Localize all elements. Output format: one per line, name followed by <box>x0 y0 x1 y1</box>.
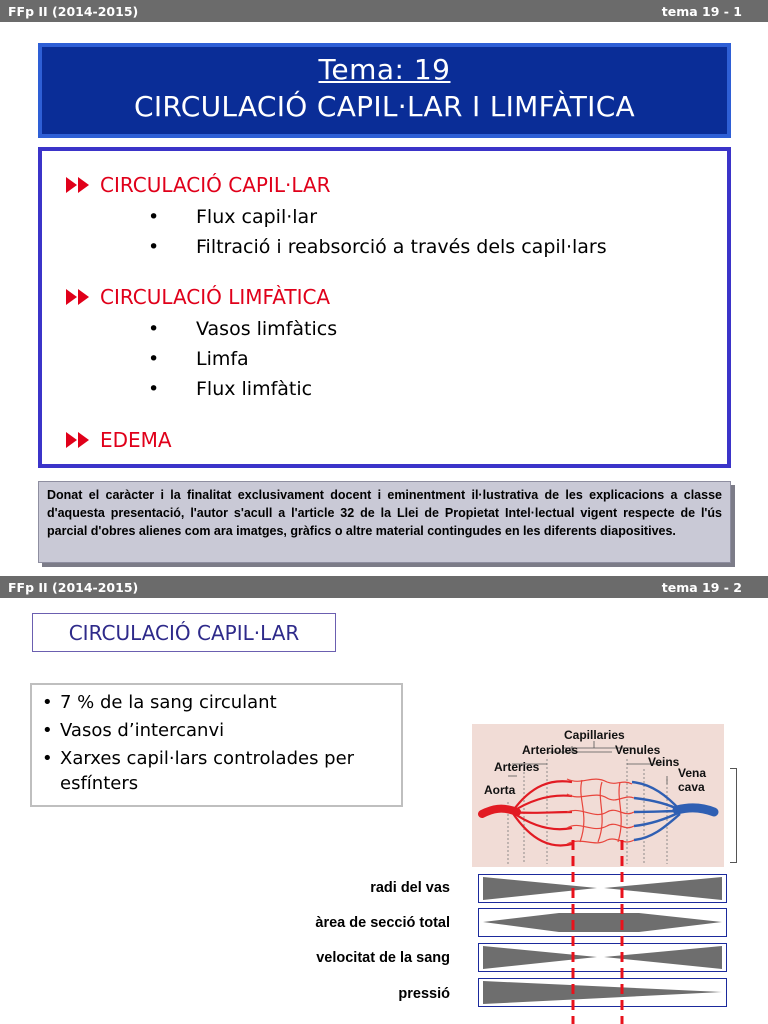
slide-number: tema 19 - 1 <box>661 3 742 19</box>
arteries-label: Arteries <box>494 760 540 774</box>
slide-number: tema 19 - 2 <box>661 579 742 595</box>
list-item: • Filtració i reabsorció a través dels capil·lars <box>148 236 607 258</box>
section-heading: EDEMA <box>66 428 172 452</box>
list-item: • Xarxes capil·lars controlades per <box>42 748 355 769</box>
capillary-region-markers <box>560 840 640 1024</box>
course-label: FFp II (2014-2015) <box>8 3 139 19</box>
section-heading: CIRCULACIÓ LIMFÀTICA <box>66 285 330 309</box>
topic-number: Tema: 19 <box>318 53 451 86</box>
list-item-continuation: esfínters <box>60 773 139 794</box>
double-arrow-icon <box>66 289 90 305</box>
capillaries-label: Capillaries <box>564 728 625 742</box>
section-heading: CIRCULACIÓ CAPIL·LAR <box>66 173 331 197</box>
row-label-velocity: velocitat de la sang <box>316 950 450 966</box>
list-item: • Vasos d’intercanvi <box>42 720 225 741</box>
double-arrow-icon <box>66 177 90 193</box>
bullet-list <box>30 683 403 807</box>
veins-label: Veins <box>648 755 680 769</box>
row-label-total-area: àrea de secció total <box>315 915 450 931</box>
row-label-pressure: pressió <box>398 986 450 1002</box>
venules-label: Venules <box>615 743 661 757</box>
list-item: • 7 % de la sang circulant <box>42 692 277 713</box>
aorta-label: Aorta <box>484 783 516 797</box>
topic-title: CIRCULACIÓ CAPIL·LAR I LIMFÀTICA <box>133 90 636 123</box>
list-item: • Vasos limfàtics <box>148 318 338 340</box>
outline-box <box>38 147 731 468</box>
list-item: • Flux capil·lar <box>148 206 318 228</box>
double-arrow-icon <box>66 432 90 448</box>
slide-header <box>0 0 768 22</box>
diagram-bracket <box>730 768 737 863</box>
vena-cava-label-2: cava <box>678 780 705 794</box>
list-item: • Flux limfàtic <box>148 378 313 400</box>
list-item: • Limfa <box>148 348 249 370</box>
vena-cava-label-1: Vena <box>678 766 707 780</box>
slide-header <box>0 576 768 598</box>
arterioles-label: Arterioles <box>522 743 579 757</box>
row-label-radius: radi del vas <box>370 880 450 896</box>
course-label: FFp II (2014-2015) <box>8 579 139 595</box>
title-box <box>38 43 731 138</box>
section-title: CIRCULACIÓ CAPIL·LAR <box>32 613 336 652</box>
disclaimer-note: Donat el caràcter i la finalitat exclusivament docent i eminentment il·lustrativa de les explicacions a classe d'aquesta presentació, l'autor s'acull a l'article 32 de la Llei de Propietat Intel·lectual vigent respecte de l'ús parcial d'obres alienes com ara imatges, gràfics o altre material contingudes en les diferents diapositives. <box>38 481 731 563</box>
